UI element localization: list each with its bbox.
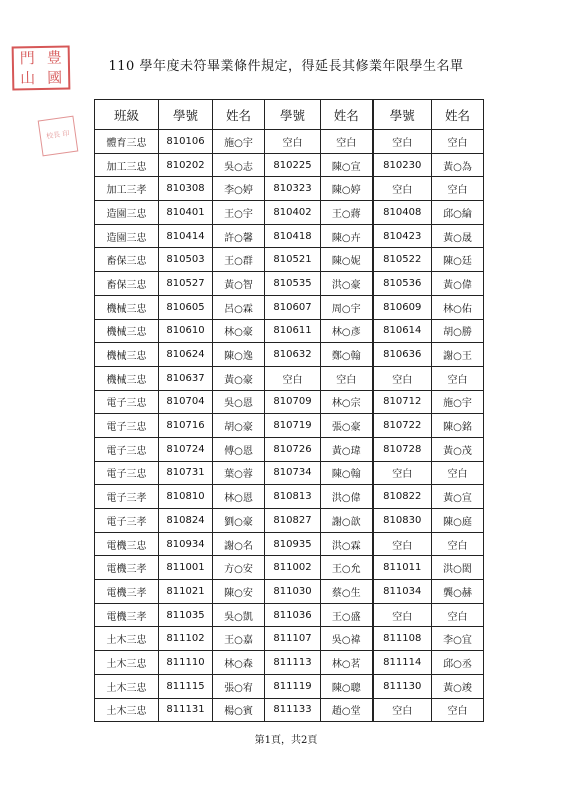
seal-char: 豊 <box>46 48 62 67</box>
cell-name: 洪○偉 <box>321 485 373 509</box>
cell-name: 黃○為 <box>432 153 484 177</box>
table-row <box>95 437 484 461</box>
student-roster-table <box>94 99 484 722</box>
cell-name: 林○茗 <box>321 651 373 675</box>
header-student-id: 學號 <box>373 100 432 130</box>
cell-student-id: 810610 <box>159 319 213 343</box>
header-name: 姓名 <box>432 100 484 130</box>
header-name: 姓名 <box>213 100 265 130</box>
cell-name: 空白 <box>321 366 373 390</box>
cell-name: 王○允 <box>321 556 373 580</box>
cell-student-id: 空白 <box>265 366 321 390</box>
cell-class: 土木三忠 <box>95 651 159 675</box>
cell-name: 吳○恩 <box>213 390 265 414</box>
cell-student-id: 810230 <box>373 153 432 177</box>
cell-student-id: 810521 <box>265 248 321 272</box>
cell-name: 黃○豪 <box>213 366 265 390</box>
cell-class: 電機三孝 <box>95 580 159 604</box>
cell-name: 洪○豪 <box>321 272 373 296</box>
table-row <box>95 343 484 367</box>
cell-name: 王○嘉 <box>213 627 265 651</box>
table-row <box>95 485 484 509</box>
cell-student-id: 810813 <box>265 485 321 509</box>
cell-name: 林○宗 <box>321 390 373 414</box>
cell-student-id: 810624 <box>159 343 213 367</box>
cell-student-id: 空白 <box>373 130 432 154</box>
cell-name: 蔡○生 <box>321 580 373 604</box>
cell-class: 加工三孝 <box>95 177 159 201</box>
cell-student-id: 810726 <box>265 437 321 461</box>
cell-name: 黃○茂 <box>432 437 484 461</box>
cell-student-id: 811119 <box>265 674 321 698</box>
cell-name: 胡○勝 <box>432 319 484 343</box>
cell-student-id: 空白 <box>373 698 432 722</box>
table-row <box>95 319 484 343</box>
cell-name: 劉○豪 <box>213 509 265 533</box>
cell-class: 土木三忠 <box>95 674 159 698</box>
cell-student-id: 811034 <box>373 580 432 604</box>
cell-name: 趙○堂 <box>321 698 373 722</box>
cell-student-id: 空白 <box>265 130 321 154</box>
cell-name: 傅○恩 <box>213 437 265 461</box>
cell-name: 陳○妮 <box>321 248 373 272</box>
cell-name: 吳○凱 <box>213 603 265 627</box>
cell-name: 方○安 <box>213 556 265 580</box>
cell-name: 龔○赫 <box>432 580 484 604</box>
table-row <box>95 201 484 225</box>
cell-name: 邱○丞 <box>432 651 484 675</box>
header-student-id: 學號 <box>265 100 321 130</box>
cell-name: 黃○智 <box>213 272 265 296</box>
cell-name: 陳○翰 <box>321 461 373 485</box>
cell-name: 謝○名 <box>213 532 265 556</box>
table-row <box>95 414 484 438</box>
table-row <box>95 153 484 177</box>
table-row <box>95 461 484 485</box>
cell-class: 加工三忠 <box>95 153 159 177</box>
cell-class: 電子三忠 <box>95 461 159 485</box>
cell-student-id: 810935 <box>265 532 321 556</box>
table-row <box>95 366 484 390</box>
header-student-id: 學號 <box>159 100 213 130</box>
cell-name: 空白 <box>432 461 484 485</box>
cell-class: 電子三忠 <box>95 414 159 438</box>
cell-student-id: 811131 <box>159 698 213 722</box>
cell-student-id: 810810 <box>159 485 213 509</box>
cell-name: 林○森 <box>213 651 265 675</box>
cell-class: 機械三忠 <box>95 343 159 367</box>
cell-name: 王○群 <box>213 248 265 272</box>
cell-name: 空白 <box>432 177 484 201</box>
cell-class: 造園三忠 <box>95 224 159 248</box>
cell-student-id: 810607 <box>265 295 321 319</box>
cell-name: 空白 <box>432 532 484 556</box>
cell-name: 施○宇 <box>213 130 265 154</box>
cell-name: 李○宜 <box>432 627 484 651</box>
cell-student-id: 811133 <box>265 698 321 722</box>
cell-name: 空白 <box>432 366 484 390</box>
seal-char: 國 <box>46 68 63 87</box>
cell-name: 黃○瑋 <box>321 437 373 461</box>
cell-student-id: 810709 <box>265 390 321 414</box>
cell-student-id: 810106 <box>159 130 213 154</box>
cell-class: 畜保三忠 <box>95 272 159 296</box>
cell-student-id: 810408 <box>373 201 432 225</box>
cell-name: 空白 <box>432 698 484 722</box>
cell-name: 吳○志 <box>213 153 265 177</box>
cell-name: 陳○宣 <box>321 153 373 177</box>
cell-class: 土木三忠 <box>95 627 159 651</box>
cell-student-id: 810822 <box>373 485 432 509</box>
cell-student-id: 810827 <box>265 509 321 533</box>
cell-name: 洪○閎 <box>432 556 484 580</box>
table-row <box>95 224 484 248</box>
table-row <box>95 248 484 272</box>
cell-class: 造園三忠 <box>95 201 159 225</box>
cell-student-id: 空白 <box>373 177 432 201</box>
cell-student-id: 空白 <box>373 603 432 627</box>
cell-student-id: 810614 <box>373 319 432 343</box>
table-row <box>95 627 484 651</box>
cell-class: 機械三忠 <box>95 295 159 319</box>
cell-student-id: 811035 <box>159 603 213 627</box>
cell-name: 林○佑 <box>432 295 484 319</box>
cell-name: 楊○賓 <box>213 698 265 722</box>
cell-student-id: 810225 <box>265 153 321 177</box>
cell-student-id: 811011 <box>373 556 432 580</box>
cell-student-id: 810527 <box>159 272 213 296</box>
cell-name: 呂○霖 <box>213 295 265 319</box>
cell-student-id: 810402 <box>265 201 321 225</box>
cell-name: 葉○蓉 <box>213 461 265 485</box>
cell-name: 施○宇 <box>432 390 484 414</box>
cell-student-id: 810636 <box>373 343 432 367</box>
cell-student-id: 空白 <box>373 532 432 556</box>
cell-student-id: 811114 <box>373 651 432 675</box>
cell-class: 機械三忠 <box>95 366 159 390</box>
header-class: 班級 <box>95 100 159 130</box>
table-row <box>95 509 484 533</box>
cell-student-id: 810728 <box>373 437 432 461</box>
cell-class: 體育三忠 <box>95 130 159 154</box>
cell-name: 陳○婷 <box>321 177 373 201</box>
cell-name: 洪○霖 <box>321 532 373 556</box>
cell-class: 電子三孝 <box>95 485 159 509</box>
cell-student-id: 811130 <box>373 674 432 698</box>
seal-char: 山 <box>19 68 36 87</box>
cell-name: 邱○綸 <box>432 201 484 225</box>
table-body <box>95 130 484 722</box>
cell-class: 土木三忠 <box>95 698 159 722</box>
cell-student-id: 810637 <box>159 366 213 390</box>
cell-class: 電子三孝 <box>95 509 159 533</box>
cell-class: 電子三忠 <box>95 390 159 414</box>
cell-name: 黃○晟 <box>432 224 484 248</box>
cell-student-id: 811102 <box>159 627 213 651</box>
seal-char: 門 <box>19 48 35 67</box>
cell-class: 畜保三忠 <box>95 248 159 272</box>
cell-name: 空白 <box>321 130 373 154</box>
cell-student-id: 811113 <box>265 651 321 675</box>
cell-student-id: 810401 <box>159 201 213 225</box>
table-row <box>95 651 484 675</box>
cell-student-id: 810423 <box>373 224 432 248</box>
faint-seal-stamp <box>38 116 79 157</box>
cell-class: 電機三孝 <box>95 603 159 627</box>
cell-name: 謝○王 <box>432 343 484 367</box>
table-row <box>95 698 484 722</box>
cell-student-id: 811115 <box>159 674 213 698</box>
table-row <box>95 580 484 604</box>
cell-student-id: 811030 <box>265 580 321 604</box>
cell-class: 機械三忠 <box>95 319 159 343</box>
cell-student-id: 810719 <box>265 414 321 438</box>
cell-name: 王○宇 <box>213 201 265 225</box>
cell-name: 王○盛 <box>321 603 373 627</box>
cell-student-id: 810418 <box>265 224 321 248</box>
table-header-row <box>95 100 484 130</box>
cell-student-id: 810414 <box>159 224 213 248</box>
cell-student-id: 811107 <box>265 627 321 651</box>
cell-class: 電機三忠 <box>95 532 159 556</box>
cell-student-id: 810716 <box>159 414 213 438</box>
cell-name: 李○婷 <box>213 177 265 201</box>
cell-name: 陳○廷 <box>432 248 484 272</box>
table-row <box>95 390 484 414</box>
cell-student-id: 810934 <box>159 532 213 556</box>
cell-student-id: 811002 <box>265 556 321 580</box>
cell-student-id: 810536 <box>373 272 432 296</box>
cell-name: 胡○豪 <box>213 414 265 438</box>
cell-name: 王○蔣 <box>321 201 373 225</box>
cell-student-id: 810535 <box>265 272 321 296</box>
cell-name: 黃○宣 <box>432 485 484 509</box>
table-row <box>95 556 484 580</box>
cell-student-id: 810704 <box>159 390 213 414</box>
cell-student-id: 空白 <box>373 461 432 485</box>
cell-name: 空白 <box>432 130 484 154</box>
cell-name: 謝○歆 <box>321 509 373 533</box>
header-name: 姓名 <box>321 100 373 130</box>
cell-name: 陳○安 <box>213 580 265 604</box>
cell-student-id: 810609 <box>373 295 432 319</box>
cell-name: 鄭○翰 <box>321 343 373 367</box>
cell-class: 電子三忠 <box>95 437 159 461</box>
page-footer: 第1頁，共2頁 <box>254 735 318 746</box>
cell-name: 吳○褘 <box>321 627 373 651</box>
cell-student-id: 810731 <box>159 461 213 485</box>
cell-student-id: 811108 <box>373 627 432 651</box>
cell-student-id: 810830 <box>373 509 432 533</box>
cell-name: 陳○卉 <box>321 224 373 248</box>
cell-student-id: 811110 <box>159 651 213 675</box>
cell-name: 張○豪 <box>321 414 373 438</box>
table-row <box>95 603 484 627</box>
cell-student-id: 810734 <box>265 461 321 485</box>
cell-name: 黃○竣 <box>432 674 484 698</box>
cell-name: 黃○偉 <box>432 272 484 296</box>
table-row <box>95 130 484 154</box>
cell-student-id: 810323 <box>265 177 321 201</box>
cell-student-id: 811036 <box>265 603 321 627</box>
cell-student-id: 810724 <box>159 437 213 461</box>
cell-student-id: 空白 <box>373 366 432 390</box>
cell-name: 周○宇 <box>321 295 373 319</box>
cell-name: 空白 <box>432 603 484 627</box>
cell-student-id: 810202 <box>159 153 213 177</box>
cell-student-id: 810308 <box>159 177 213 201</box>
cell-class: 電機三孝 <box>95 556 159 580</box>
cell-student-id: 810605 <box>159 295 213 319</box>
cell-name: 許○馨 <box>213 224 265 248</box>
seal-text: 校長 印 <box>45 129 70 141</box>
cell-name: 陳○庭 <box>432 509 484 533</box>
cell-student-id: 810632 <box>265 343 321 367</box>
table-row <box>95 177 484 201</box>
table-row <box>95 674 484 698</box>
cell-student-id: 811001 <box>159 556 213 580</box>
cell-name: 陳○逸 <box>213 343 265 367</box>
cell-name: 陳○銘 <box>432 414 484 438</box>
cell-student-id: 810824 <box>159 509 213 533</box>
cell-name: 林○豪 <box>213 319 265 343</box>
table-row <box>95 272 484 296</box>
cell-student-id: 810712 <box>373 390 432 414</box>
cell-name: 張○宥 <box>213 674 265 698</box>
table-row <box>95 295 484 319</box>
cell-student-id: 811021 <box>159 580 213 604</box>
cell-name: 林○彥 <box>321 319 373 343</box>
cell-student-id: 810611 <box>265 319 321 343</box>
cell-student-id: 810522 <box>373 248 432 272</box>
cell-student-id: 810503 <box>159 248 213 272</box>
cell-name: 陳○聰 <box>321 674 373 698</box>
cell-student-id: 810722 <box>373 414 432 438</box>
document-title: 110 學年度未符畢業條件規定，得延長其修業年限學生名單 <box>108 59 464 74</box>
cell-name: 林○恩 <box>213 485 265 509</box>
table-row <box>95 532 484 556</box>
